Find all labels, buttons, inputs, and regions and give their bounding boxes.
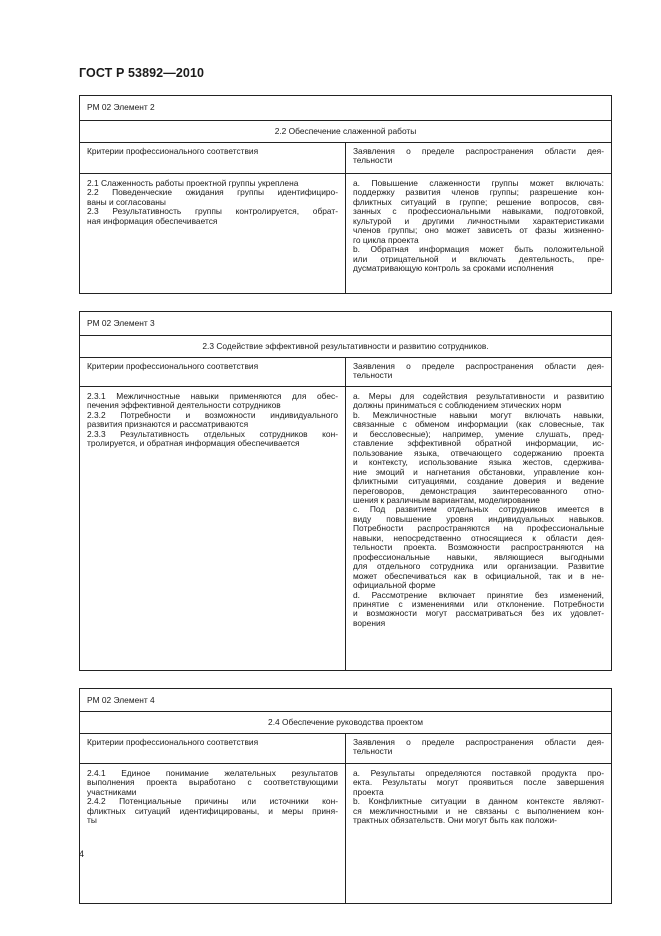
criteria-text — [80, 764, 346, 903]
scope-column-header: Заявления о пределе распространения области дея- — [353, 737, 604, 747]
scope-line: го цикла проекта — [353, 234, 419, 245]
criteria-line: ты — [87, 815, 97, 826]
scope-line: фликтными ситуациями, создание доверия и ведение — [353, 476, 604, 487]
scope-line: а. Повышение слаженности группы может включать: — [353, 178, 604, 188]
scope-column-header: тельности — [353, 370, 393, 381]
element-label: PM 02 Элемент 4 — [87, 695, 155, 705]
element-label: PM 02 Элемент 2 — [87, 102, 155, 112]
scope-line: ние эмоций и нагнетания обстановки, управление кон- — [353, 466, 604, 477]
criteria-line: развития признаются и рассматриваются — [87, 419, 249, 430]
scope-line: профессиональные навыки, являющиеся выгодными — [353, 551, 604, 562]
scope-line: и бессловесные); например, умение слушать, пред- — [353, 428, 604, 439]
scope-line: и контексту, использование языка жестов, сдержива- — [353, 457, 604, 468]
section-title: 2.4 Обеспечение руководства проектом — [80, 711, 611, 733]
scope-line: а. Результаты определяются поставкой продукта про- — [353, 768, 604, 778]
scope-line: занных с профессиональными навыками, подготовкой, — [353, 206, 604, 217]
criteria-line: ная информация обеспечивается — [87, 215, 218, 226]
scope-line: екта. Результаты могут проявиться после завершения — [353, 777, 604, 788]
scope-line: членов группы; оно может зависеть от фазы жизненно- — [353, 225, 604, 236]
criteria-line: фликтных ситуаций идентифицированы, и меры приня- — [87, 805, 338, 816]
scope-line: переговоров, демонстрация заинтересованного отно- — [353, 485, 604, 496]
scope-line: навыки, непосредственно относящиеся к области дея- — [353, 532, 604, 543]
scope-line: ставление эффективной обратной информации, ис- — [353, 438, 604, 449]
criteria-line: 2.3 Результативность группы контролируется, обрат- — [87, 206, 338, 217]
scope-line: трактных обязательств. Они могут быть как положи- — [353, 815, 557, 826]
scope-line: ворения — [353, 617, 386, 628]
scope-line: d. Рассмотрение включает принятие без изменений, — [353, 589, 604, 600]
criteria-line: 2.4.2 Потенциальные причины или источники кон- — [87, 796, 338, 807]
table-element-3 — [79, 311, 612, 671]
scope-column-header: тельности — [353, 155, 393, 166]
section-title: 2.2 Обеспечение слаженной работы — [80, 120, 611, 142]
section-title: 2.3 Содействие эффективной результативности и развитию сотрудников. — [80, 335, 611, 357]
scope-column-header: Заявления о пределе распространения области дея- — [353, 361, 604, 371]
criteria-line: 2.3.3 Результативность отдельных сотрудников кон- — [87, 428, 338, 439]
criteria-line: участниками — [87, 786, 137, 797]
scope-line: официальной форме — [353, 580, 436, 591]
scope-line: тельности проекта. Возможности распространяются на — [353, 542, 604, 553]
criteria-column-header: Критерии профессионального соответствия — [87, 737, 259, 747]
scope-line: и возможности могут рассматриваться без их удовлет- — [353, 608, 604, 619]
document-header: ГОСТ Р 53892—2010 — [79, 66, 205, 80]
scope-line: связанные с обменом информации (как словесные, так — [353, 419, 604, 430]
criteria-line: печения эффективной деятельности сотрудников — [87, 400, 281, 411]
scope-line: пользование языка, отвечающего содержанию проекта — [353, 447, 604, 458]
criteria-line: 2.3.2 Потребности и возможности индивидуального — [87, 409, 338, 420]
table-element-2 — [79, 95, 612, 294]
scope-text — [346, 387, 611, 670]
scope-line: а. Меры для содействия результативности и развитию — [353, 391, 604, 401]
criteria-column-header: Критерии профессионального соответствия — [87, 361, 259, 371]
criteria-column-header: Критерии профессионального соответствия — [87, 146, 259, 156]
scope-line: дусматривающую контроль за сроками исполнения — [353, 263, 554, 274]
criteria-line: тролируется, и обратная информация обеспечивается — [87, 438, 300, 449]
scope-line: b. Обратная информация может быть положительной — [353, 244, 604, 255]
criteria-line: ваны и согласованы — [87, 196, 166, 207]
criteria-line: 2.4.1 Единое понимание желательных результатов — [87, 768, 338, 778]
scope-line: с. Под развитием отдельных сотрудников имеется в — [353, 504, 604, 515]
criteria-line: 2.3.1 Межличностные навыки применяются для обес- — [87, 391, 338, 401]
scope-text — [346, 764, 611, 903]
criteria-line: 2.2 Поведенческие ожидания группы идентифициро- — [87, 187, 338, 198]
scope-line: поддержку развития членов группы; разрешение кон- — [353, 187, 604, 198]
criteria-text — [80, 174, 346, 293]
scope-text — [346, 174, 611, 293]
scope-line: виду повышение уровня индивидуальных навыков. — [353, 513, 604, 524]
scope-line: принятие с изменениями или отклонение. Потребности — [353, 598, 604, 609]
scope-line: проекта — [353, 786, 384, 797]
criteria-line: 2.1 Слаженность работы проектной группы укреплена — [87, 178, 299, 188]
scope-line: культурой и другими личностными характеристиками — [353, 215, 604, 226]
scope-line: ся межличностными и не связаны с выполнением кон- — [353, 805, 604, 816]
scope-column-header: Заявления о пределе распространения области дея- — [353, 146, 604, 156]
table-element-4 — [79, 688, 612, 904]
scope-line: шения к различным вариантам, моделирование — [353, 494, 540, 505]
scope-line: для отдельного сотрудника или организации. Развитие — [353, 561, 604, 572]
scope-line: b. Межличностные навыки могут включать навыки, — [353, 409, 604, 420]
scope-column-header: тельности — [353, 746, 393, 757]
scope-line: может обеспечиваться как в официальной, так и в не- — [353, 570, 604, 581]
scope-line: должны приниматься с соблюдением этических норм — [353, 400, 562, 411]
criteria-line: выполнения проекта выработано с соответствующими — [87, 777, 338, 788]
scope-line: b. Конфликтные ситуации в данном контексте являют- — [353, 796, 604, 807]
element-label: PM 02 Элемент 3 — [87, 318, 155, 328]
scope-line: или отрицательной и включать деятельность, пре- — [353, 253, 604, 264]
scope-line: фликтных ситуаций в группе; решение вопросов, свя- — [353, 196, 604, 207]
page-number: 4 — [79, 849, 85, 859]
scope-line: Потребности распространяются на профессиональные — [353, 523, 604, 534]
criteria-text — [80, 387, 346, 670]
